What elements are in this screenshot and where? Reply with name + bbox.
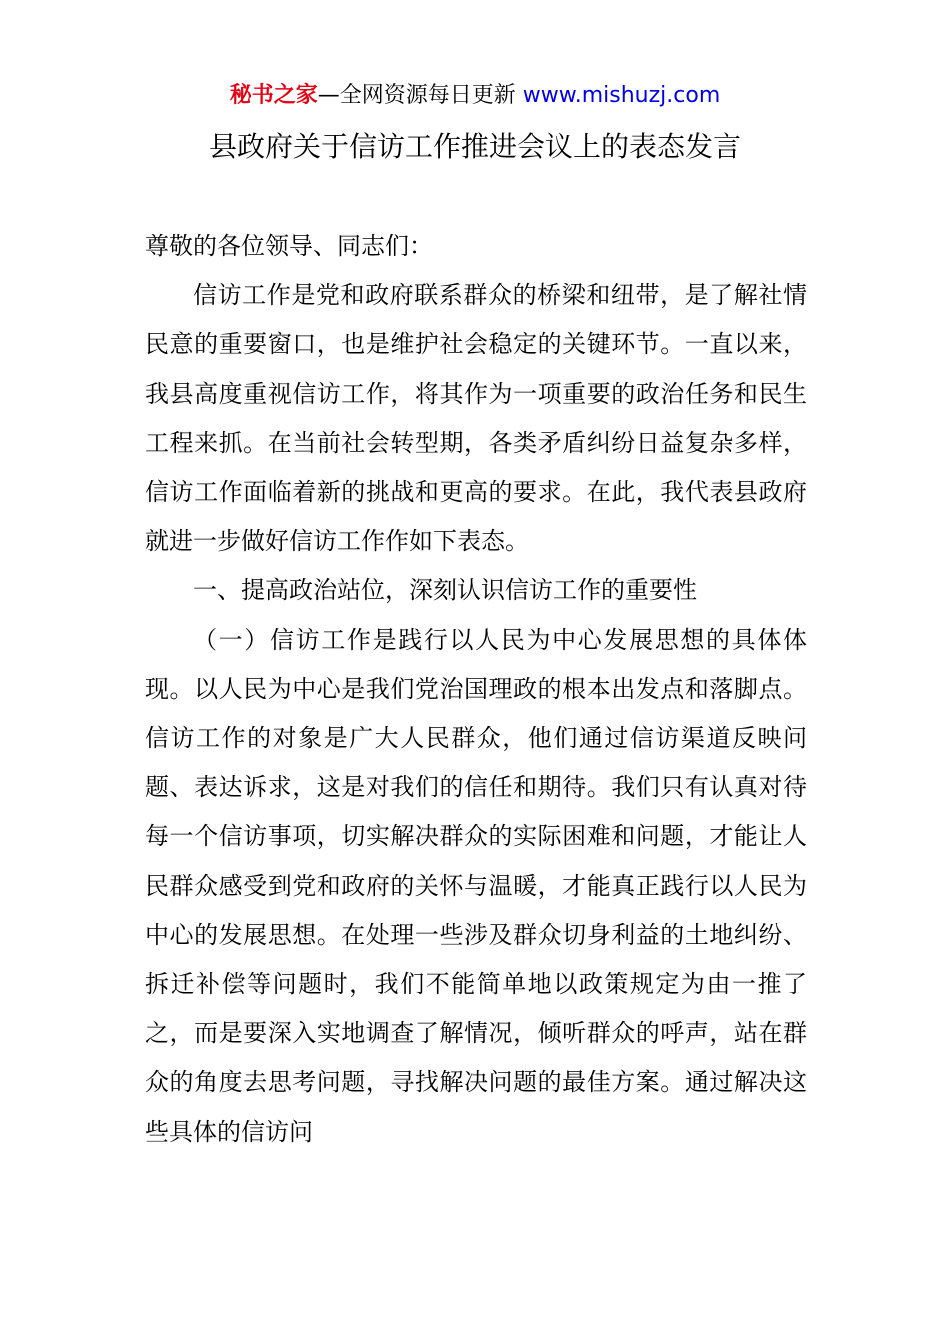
- intro-paragraph: 信访工作是党和政府联系群众的桥梁和纽带，是了解社情民意的重要窗口，也是维护社会稳定的关键环节。一直以来，我县高度重视信访工作，将其作为一项重要的政治任务和民生工程来抓。在当前社会转型期，各类矛盾纠纷日益复杂多样，信访工作面临着新的挑战和更高的要求。在此，我代表县政府就进一步做好信访工作作如下表态。: [145, 281, 807, 556]
- salutation: 尊敬的各位领导、同志们：: [145, 232, 433, 260]
- document-title: 县政府关于信访工作推进会议上的表态发言: [208, 130, 741, 163]
- section-heading: 一、提高政治站位，深刻认识信访工作的重要性: [193, 576, 697, 605]
- brand-name: 秘书之家: [229, 83, 318, 108]
- header-tagline: —全网资源每日更新: [317, 83, 523, 108]
- section-item-paragraph: （一）信访工作是践行以人民为中心发展思想的具体体现。以人民为中心是我们党治国理政的根本出发点和落脚点。信访工作的对象是广大人民群众，他们通过信访渠道反映问题、表达诉求，这是对我们的信任和期待。我们只有认真对待每一个信访事项，切实解决群众的实际困难和问题，才能让人民群众感受到党和政府的关怀与温暖，才能真正践行以人民为中心的发展思想。在处理一些涉及群众切身利益的土地纠纷、拆迁补偿等问题时，我们不能简单地以政策规定为由一推了之，而是要深入实地调查了解情况，倾听群众的呼声，站在群众的角度去思考问题，寻找解决问题的最佳方案。通过解决这些具体的信访问: [145, 625, 807, 1146]
- site-url-link[interactable]: www.mishuzj.com: [522, 83, 721, 108]
- site-header: [0, 80, 950, 112]
- document-body: [145, 222, 807, 1157]
